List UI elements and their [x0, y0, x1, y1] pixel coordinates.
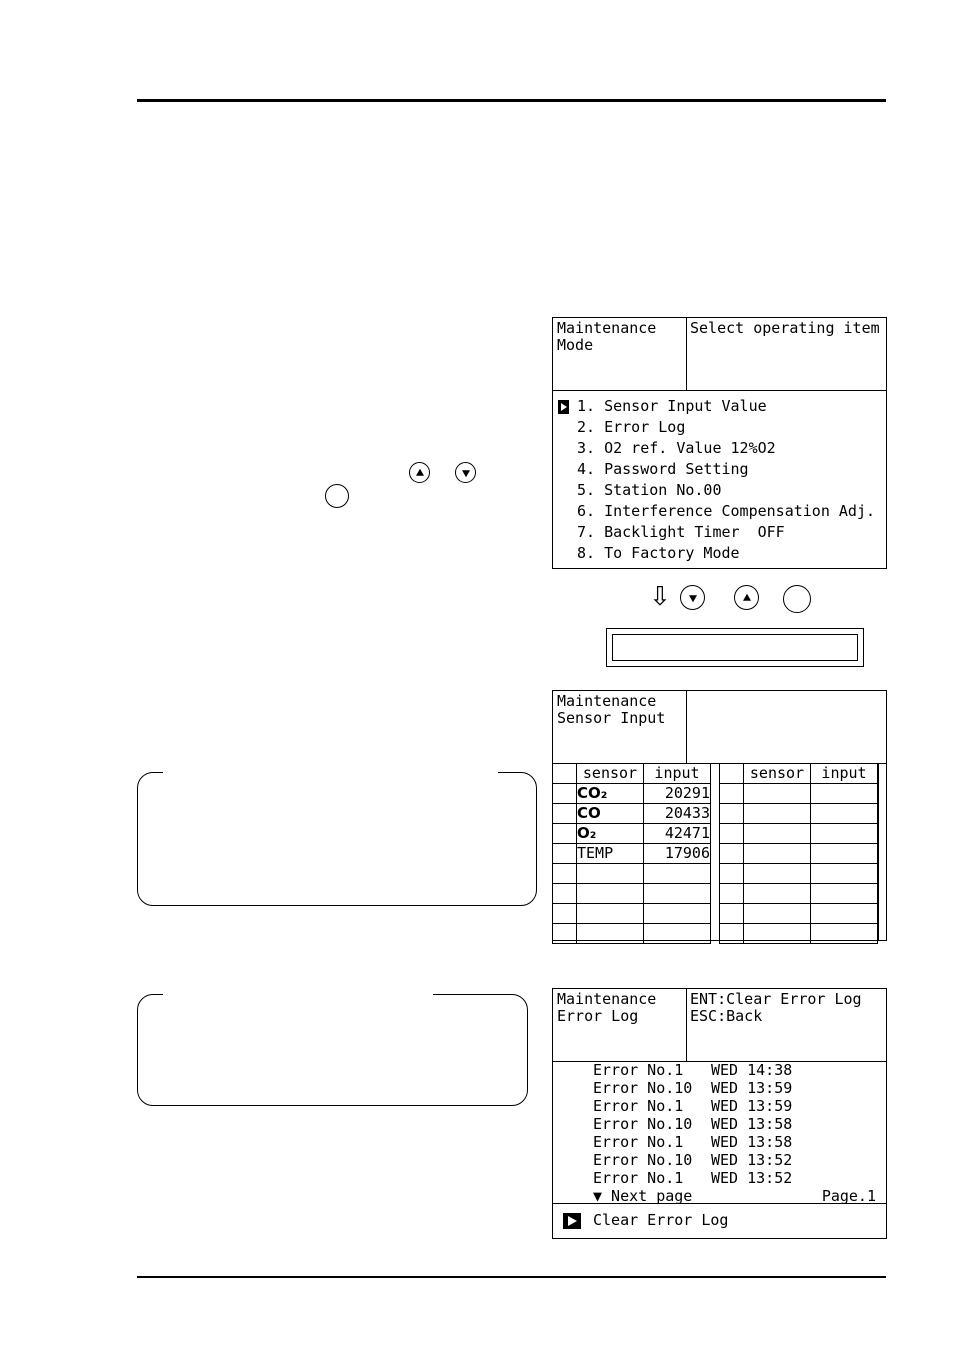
page-indicator: Page.1: [821, 1187, 876, 1205]
error-header: [553, 989, 886, 1062]
table-row: [720, 924, 878, 944]
error-title: Maintenance Error Log: [557, 990, 657, 1025]
cursor-icon: [563, 1213, 581, 1229]
table-row: [553, 884, 711, 904]
col-input: input: [644, 764, 711, 784]
list-item: Error No.1 WED 13:59: [593, 1097, 793, 1115]
list-item: Error No.10 WED 13:59: [593, 1079, 793, 1097]
menu-item-backlight[interactable]: 7. Backlight Timer OFF: [577, 523, 785, 541]
list-item: Error No.10 WED 13:58: [593, 1115, 793, 1133]
list-item: Error No.1 WED 13:58: [593, 1133, 793, 1151]
menu-item-interference[interactable]: 6. Interference Compensation Adj.: [577, 502, 876, 520]
menu-item-factory-mode[interactable]: 8. To Factory Mode: [577, 544, 740, 562]
sensor-input-screen: [552, 690, 887, 941]
table-row: [720, 904, 878, 924]
menu-item-error-log[interactable]: 2. Error Log: [577, 418, 686, 436]
next-page-link[interactable]: ▼ Next page: [593, 1187, 693, 1205]
menu-item-sensor-input[interactable]: 1. Sensor Input Value: [553, 396, 886, 417]
key-label-box: [606, 628, 864, 667]
menu-prompt: Select operating item: [690, 319, 880, 337]
sensor-table-right: [719, 763, 878, 944]
table-row: TEMP 17906: [553, 844, 711, 864]
menu-item-password[interactable]: 4. Password Setting: [577, 460, 749, 478]
error-list: [593, 1061, 876, 1205]
down-key-icon: [455, 462, 476, 483]
note-box: [137, 994, 528, 1106]
maintenance-menu-screen: [552, 317, 887, 569]
clear-error-log-button[interactable]: Clear Error Log: [553, 1203, 886, 1238]
list-item: Error No.10 WED 13:52: [593, 1151, 793, 1169]
table-row: [720, 864, 878, 884]
up-key-icon: [409, 462, 430, 483]
up-key-icon: [734, 585, 759, 610]
cursor-icon: [558, 400, 569, 414]
table-row: [720, 784, 878, 804]
menu-list: [553, 396, 886, 564]
footer-rule: [137, 1276, 886, 1278]
table-row: [720, 884, 878, 904]
col-sensor: sensor: [744, 764, 811, 784]
down-arrow-icon: ⇩: [649, 582, 671, 612]
sensor-header: [553, 691, 886, 764]
note-box: [137, 772, 537, 906]
table-row: [553, 864, 711, 884]
error-log-screen: [552, 988, 887, 1239]
table-row: [720, 824, 878, 844]
col-input: input: [811, 764, 878, 784]
menu-title: Maintenance Mode: [557, 319, 657, 354]
list-item: Error No.1 WED 14:38: [593, 1061, 793, 1079]
table-row: CO₂ 20291: [553, 784, 711, 804]
table-row: CO 20433: [553, 804, 711, 824]
table-row: [720, 804, 878, 824]
table-row: O₂ 42471: [553, 824, 711, 844]
menu-header: [553, 318, 886, 391]
sensor-table-left: [552, 763, 711, 944]
enter-key-icon: [325, 484, 349, 508]
list-item: Error No.1 WED 13:52: [593, 1169, 793, 1187]
table-row: [720, 844, 878, 864]
error-key-help: ENT:Clear Error Log ESC:Back: [690, 990, 862, 1025]
sensor-title: Maintenance Sensor Input: [557, 692, 666, 727]
down-key-icon: [680, 585, 705, 610]
enter-key-icon: [783, 585, 811, 613]
menu-item-station-no[interactable]: 5. Station No.00: [577, 481, 722, 499]
menu-item-o2-ref[interactable]: 3. O2 ref. Value 12%O2: [577, 439, 776, 457]
col-sensor: sensor: [577, 764, 644, 784]
table-row: [553, 904, 711, 924]
table-row: [553, 924, 711, 944]
header-rule: [137, 99, 886, 102]
